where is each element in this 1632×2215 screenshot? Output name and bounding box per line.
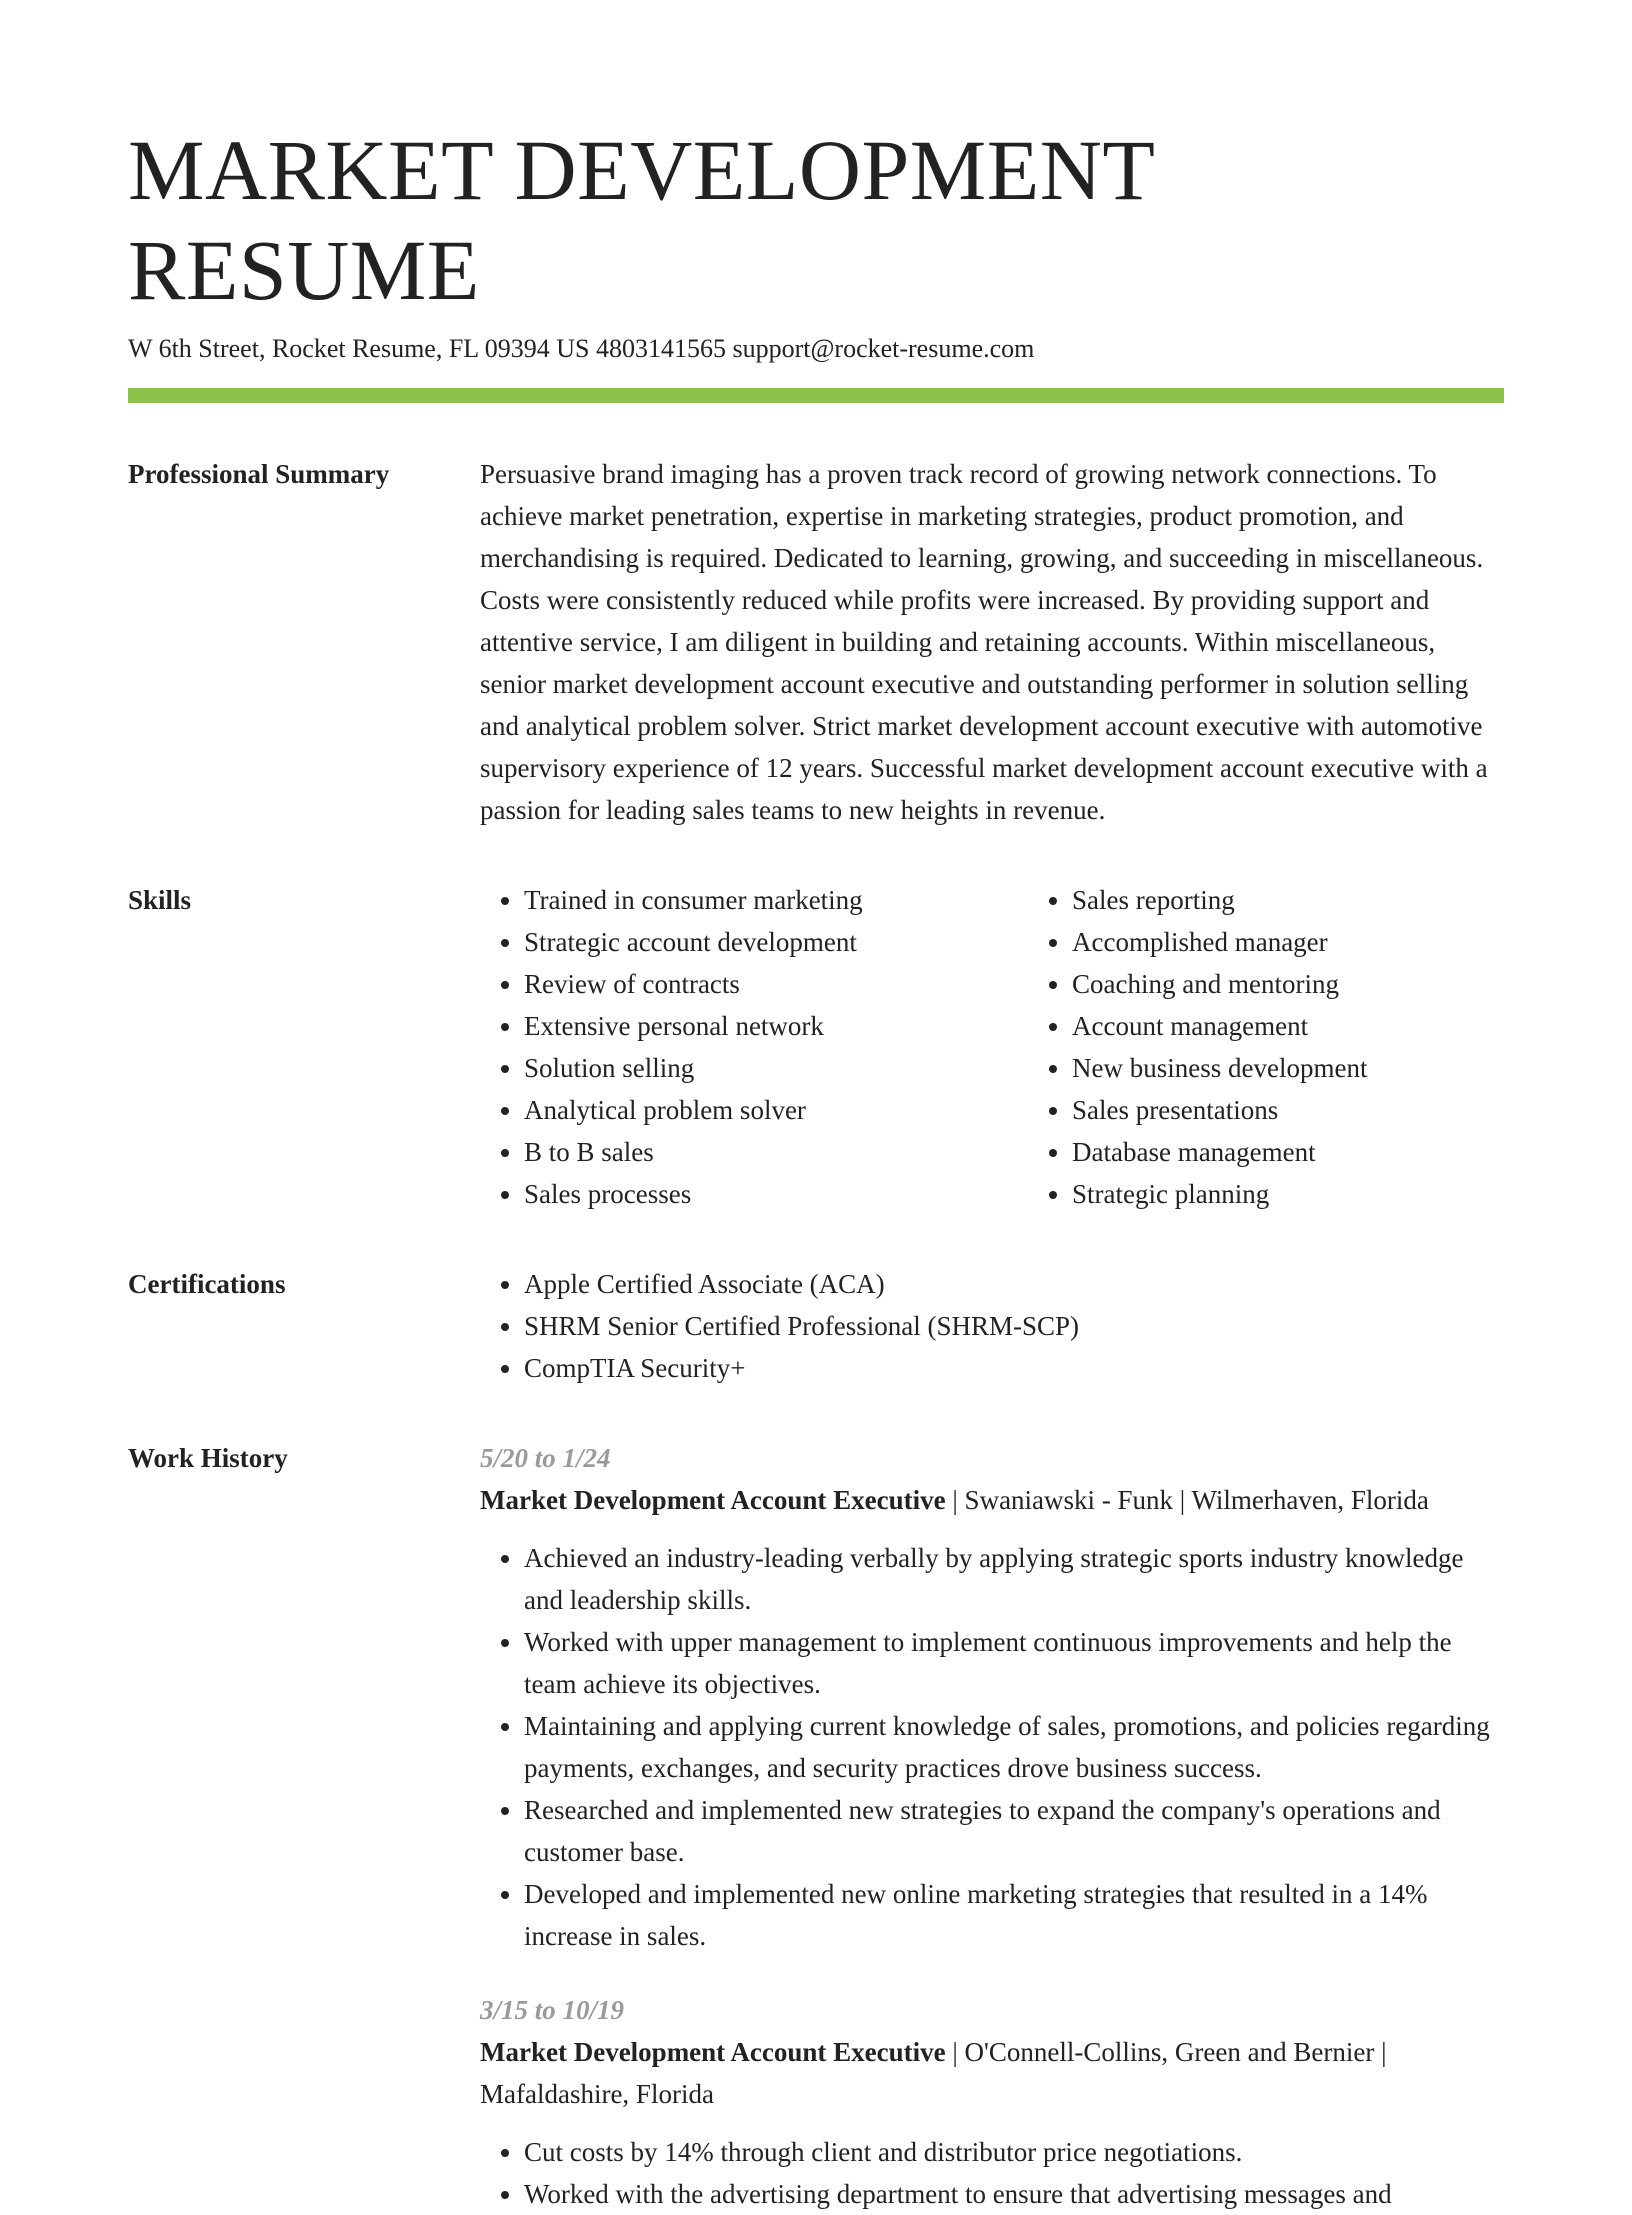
job-entry: [480, 1437, 1504, 1957]
job-heading: [480, 2031, 1504, 2115]
skill-item: • Database management: [1072, 1131, 1576, 1173]
job-bullet: • Achieved an industry-leading verbally by applying strategic sports industry knowledge and leadership skills.: [524, 1537, 1504, 1621]
contact-line: W 6th Street, Rocket Resume, FL 09394 US 4803141565 support@rocket-resume.com: [128, 334, 1035, 363]
work-history-section: [128, 1437, 1504, 2215]
accent-divider: [128, 388, 1504, 403]
skill-item: • Extensive personal network: [524, 1005, 1028, 1047]
job-heading: [480, 1479, 1504, 1521]
skill-item: • Strategic account development: [524, 921, 1028, 963]
skills-list-left: [480, 879, 1028, 1215]
job-title: Market Development Account Executive: [480, 2037, 946, 2067]
summary-section: [128, 453, 1504, 831]
skill-item: • Sales processes: [524, 1173, 1028, 1215]
skill-item: • Analytical problem solver: [524, 1089, 1028, 1131]
skill-item: • B to B sales: [524, 1131, 1028, 1173]
section-label-summary: Professional Summary: [128, 459, 390, 489]
section-label-skills: Skills: [128, 885, 192, 915]
skill-item: • Sales presentations: [1072, 1089, 1576, 1131]
job-bullets: [480, 2131, 1504, 2215]
certifications-list: [480, 1263, 1504, 1389]
job-company-location: | Swaniawski - Funk | Wilmerhaven, Florida: [945, 1485, 1429, 1515]
job-bullets: [480, 1537, 1504, 1957]
job-bullet: • Worked with the advertising department to ensure that advertising messages and: [524, 2173, 1504, 2215]
resume-title: MARKET DEVELOPMENT RESUME: [128, 122, 1154, 318]
job-dates: 3/15 to 10/19: [480, 1995, 625, 2025]
skill-item: • Review of contracts: [524, 963, 1028, 1005]
job-bullet: • Worked with upper management to implement continuous improvements and help the team achieve its objectives.: [524, 1621, 1504, 1705]
job-entry: [480, 1989, 1504, 2215]
skill-item: • New business development: [1072, 1047, 1576, 1089]
job-bullet: • Maintaining and applying current knowledge of sales, promotions, and policies regarding payments, exchanges, and security practices drove business success.: [524, 1705, 1504, 1789]
skills-list-right: [1028, 879, 1576, 1215]
job-company-location: | O'Connell-Collins, Green and Bernier | Mafaldashire, Florida: [480, 2037, 1387, 2109]
certification-item: • SHRM Senior Certified Professional (SHRM-SCP): [524, 1305, 1504, 1347]
summary-text: Persuasive brand imaging has a proven track record of growing network connections. To achieve market penetration, expertise in marketing strategies, product promotion, and merchandising is required. Dedicated to learning, growing, and succeeding in miscellaneous. Costs were consistently reduced while profits were increased. By providing support and attentive service, I am diligent in building and retaining accounts. Within miscellaneous, senior market development account executive and outstanding performer in solution selling and analytical problem solver. Strict market development account executive with automotive supervisory experience of 12 years. Successful market development account executive with a passion for leading sales teams to new heights in revenue.: [480, 459, 1488, 825]
skill-item: • Account management: [1072, 1005, 1576, 1047]
section-label-work-history: Work History: [128, 1443, 288, 1473]
resume-page: [128, 120, 1504, 2215]
section-label-certifications: Certifications: [128, 1269, 286, 1299]
skill-item: • Strategic planning: [1072, 1173, 1576, 1215]
job-bullet: • Cut costs by 14% through client and distributor price negotiations.: [524, 2131, 1504, 2173]
job-bullet: • Developed and implemented new online marketing strategies that resulted in a 14% increase in sales.: [524, 1873, 1504, 1957]
job-title: Market Development Account Executive: [480, 1485, 946, 1515]
certifications-section: [128, 1263, 1504, 1389]
skill-item: • Accomplished manager: [1072, 921, 1576, 963]
skill-item: • Sales reporting: [1072, 879, 1576, 921]
skills-section: [128, 879, 1504, 1215]
certification-item: • Apple Certified Associate (ACA): [524, 1263, 1504, 1305]
skill-item: • Coaching and mentoring: [1072, 963, 1576, 1005]
skill-item: • Trained in consumer marketing: [524, 879, 1028, 921]
skill-item: • Solution selling: [524, 1047, 1028, 1089]
certification-item: • CompTIA Security+: [524, 1347, 1504, 1389]
job-bullet: • Researched and implemented new strategies to expand the company's operations and customer base.: [524, 1789, 1504, 1873]
job-dates: 5/20 to 1/24: [480, 1443, 611, 1473]
